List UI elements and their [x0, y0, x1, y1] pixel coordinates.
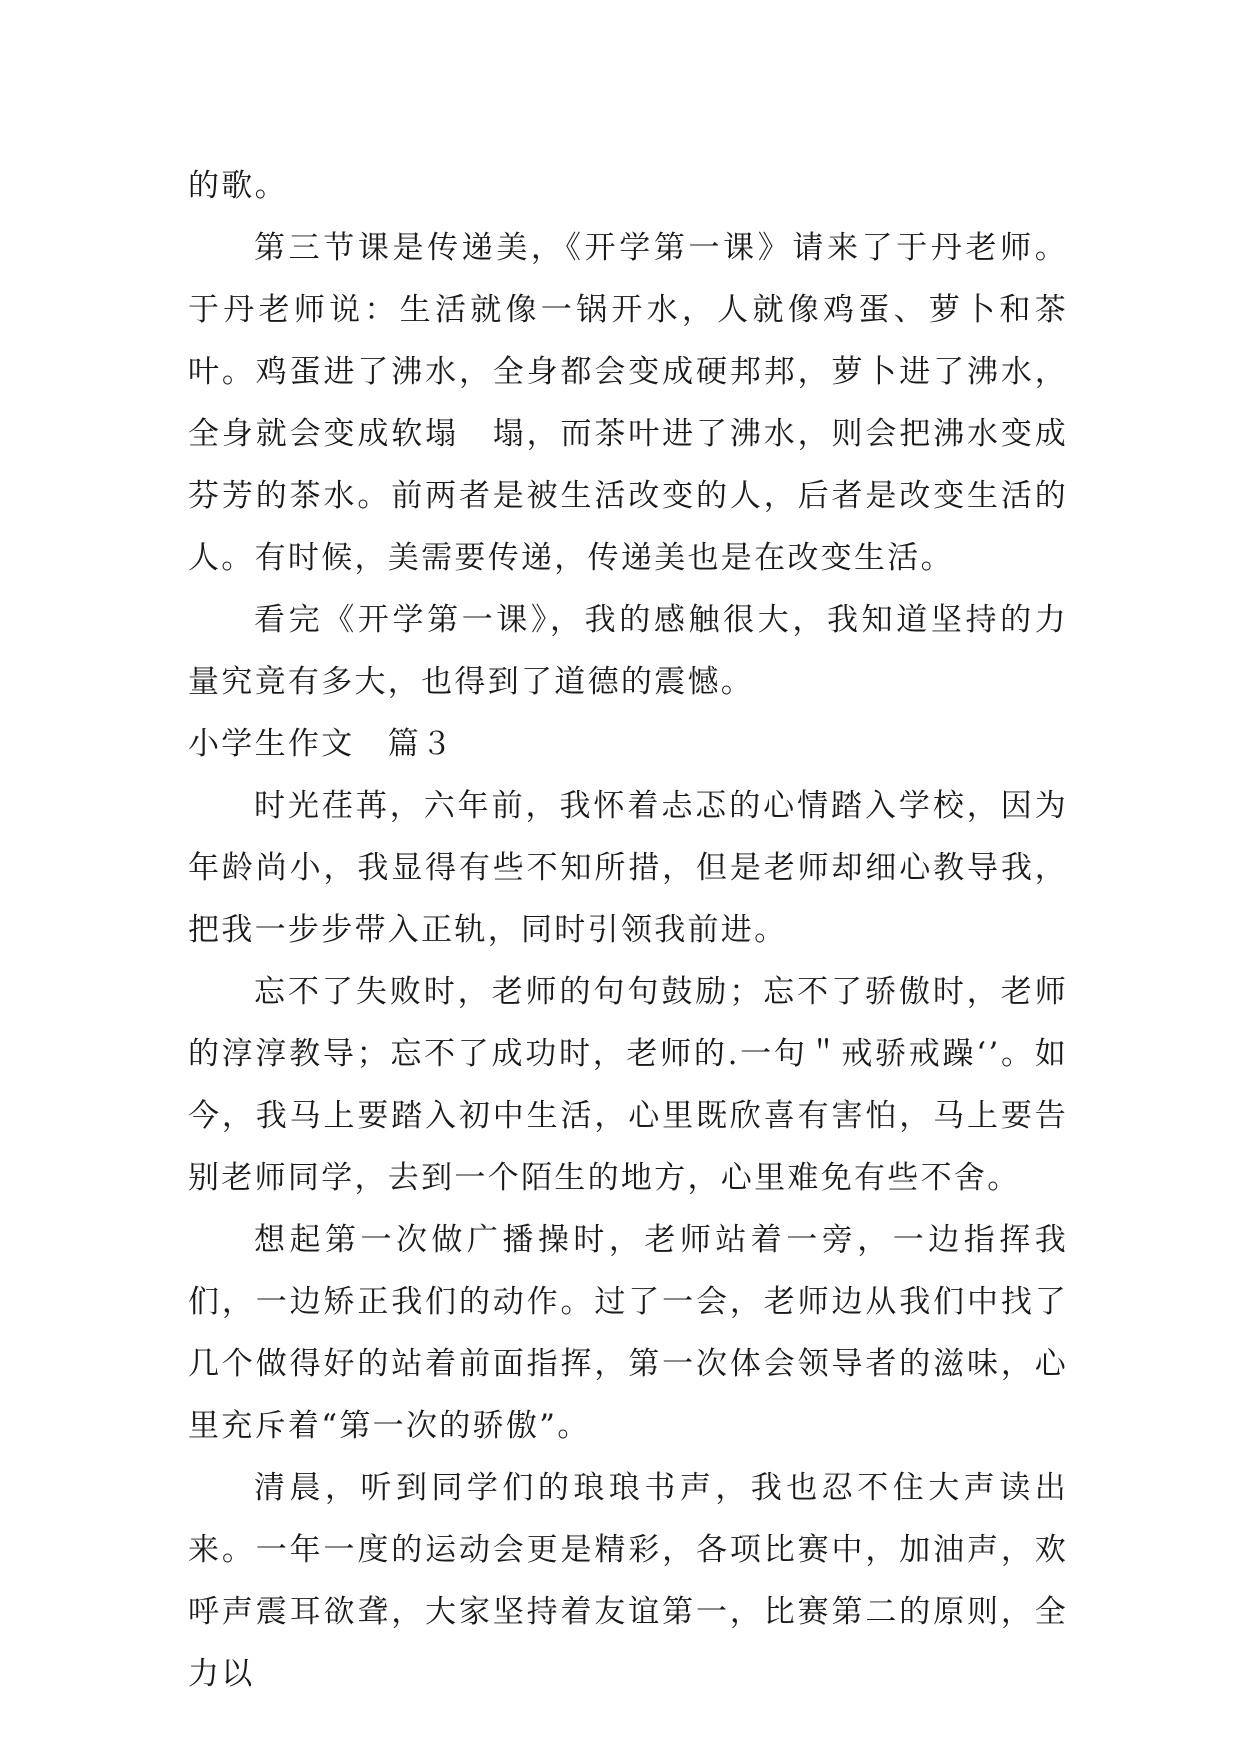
paragraph-broadcast-exercise: 想起第一次做广播操时，老师站着一旁，一边指挥我们，一边矫正我们的动作。过了一会，老师边从我们中找了几个做得好的站着前面指挥，第一次体会领导者的滋味，心里充斥着“第一次的骄傲”。: [188, 1222, 1068, 1444]
paragraph-cannot-forget: 忘不了失败时，老师的句句鼓励；忘不了骄傲时，老师的淳淳教导；忘不了成功时，老师的.一句＂戒骄戒躁‘’。如今，我马上要踏入初中生活，心里既欣喜有害怕，马上要告别老师同学，去到一个陌生的地方，心里难免有些不舍。: [188, 974, 1068, 1196]
paragraph-morning-reading: 清晨，听到同学们的琅琅书声，我也忍不住大声读出来。一年一度的运动会更是精彩，各项比赛中，加油声，欢呼声震耳欲聋，大家坚持着友谊第一，比赛第二的原则，全力以: [188, 1470, 1068, 1692]
paragraph-time-flies: 时光荏苒，六年前，我怀着忐忑的心情踏入学校，因为年龄尚小，我显得有些不知所措，但是老师却细心教导我，把我一步步带入正轨，同时引领我前进。: [188, 788, 1068, 948]
paragraph-continuation: 的歌。: [188, 168, 288, 204]
document-body: [188, 155, 1068, 1705]
section-title: 小学生作文 篇３: [188, 726, 455, 762]
paragraph-third-lesson: 第三节课是传递美，《开学第一课》请来了于丹老师。于丹老师说：生活就像一锅开水，人就像鸡蛋、萝卜和茶叶。鸡蛋进了沸水，全身都会变成硬邦邦，萝卜进了沸水，全身就会变成软塌 塌，而茶叶进了沸水，则会把沸水变成芬芳的茶水。前两者是被生活改变的人，后者是改变生活的人。有时候，美需要传递，传递美也是在改变生活。: [188, 230, 1068, 576]
paragraph-after-watching: 看完《开学第一课》，我的感触很大，我知道坚持的力量究竟有多大，也得到了道德的震憾。: [188, 602, 1068, 700]
